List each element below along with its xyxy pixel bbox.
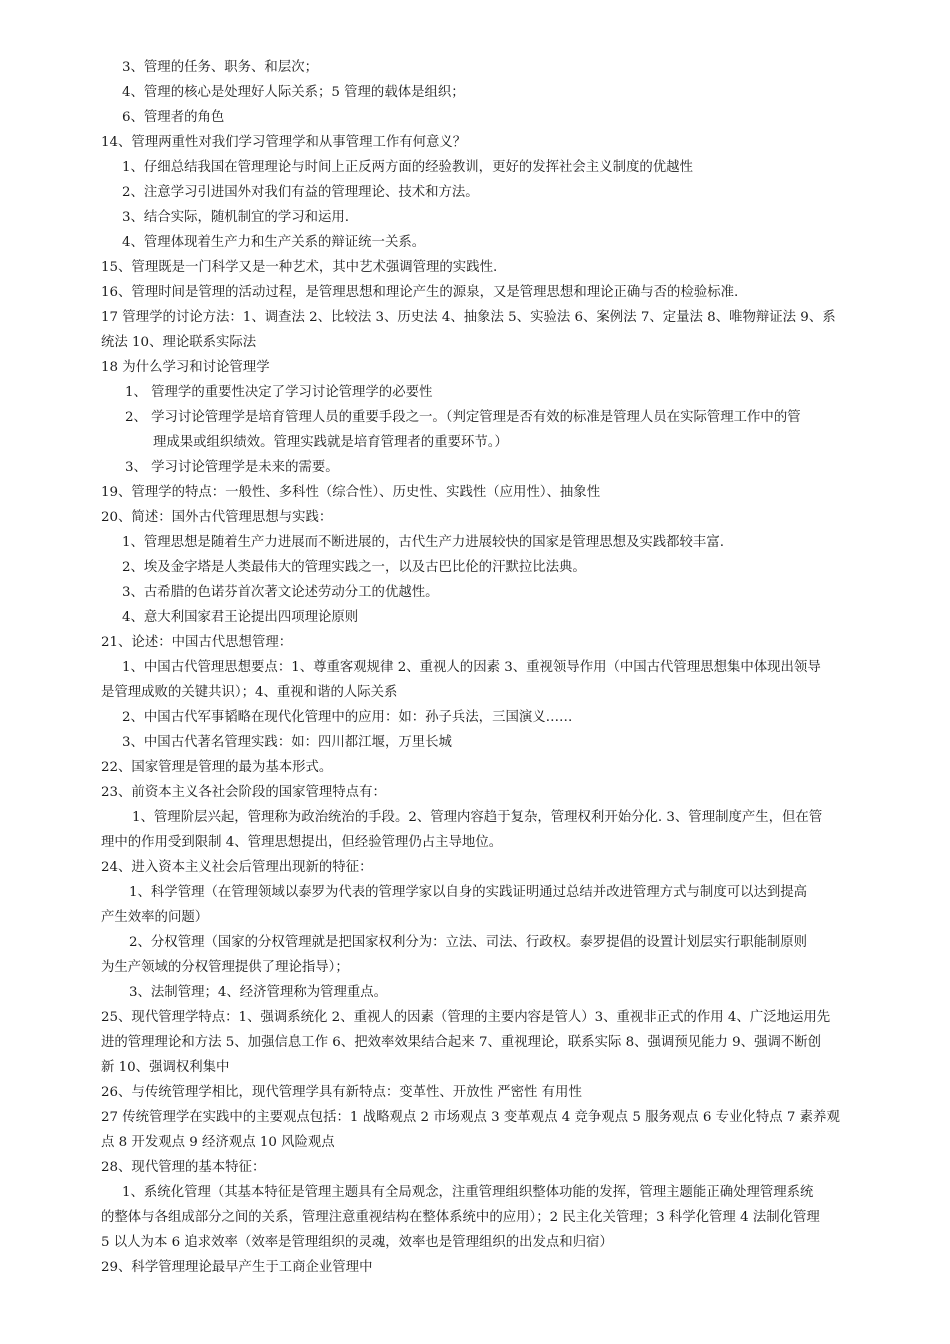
text-line: 4、意大利国家君王论提出四项理论原则 [122, 610, 359, 625]
text-line: 2、注意学习引进国外对我们有益的管理理论、技术和方法。 [122, 185, 479, 200]
text-line: 为生产领域的分权管理提供了理论指导）； [101, 960, 349, 975]
text-line: 1、系统化管理（其基本特征是管理主题具有全局观念，注重管理组织整体功能的发挥，管理主题能正确处理管理系统 [122, 1185, 814, 1200]
text-line: 29、科学管理理论最早产生于工商企业管理中 [101, 1260, 373, 1275]
text-line: 5 以人为本 6 追求效率（效率是管理组织的灵魂，效率也是管理组织的出发点和归宿） [101, 1235, 613, 1250]
text-line: 点 8 开发观点 9 经济观点 10 风险观点 [101, 1135, 335, 1150]
text-line: 1、仔细总结我国在管理理论与时间上正反两方面的经验教训，更好的发挥社会主义制度的优越性 [122, 160, 693, 175]
text-line: 理成果或组织绩效。管理实践就是培育管理者的重要环节。） [153, 435, 508, 450]
text-line: 产生效率的问题） [101, 910, 209, 925]
text-line: 新 10、强调权利集中 [101, 1060, 230, 1075]
text-line: 16、管理时间是管理的活动过程，是管理思想和理论产生的源泉，又是管理思想和理论正确与否的检验标准. [101, 285, 739, 300]
text-line: 1、 管理学的重要性决定了学习讨论管理学的必要性 [125, 385, 433, 400]
text-line: 统法 10、理论联系实际法 [101, 335, 257, 350]
text-line: 23、前资本主义各社会阶段的国家管理特点有： [101, 785, 386, 800]
text-line: 2、分权管理（国家的分权管理就是把国家权利分为：立法、司法、行政权。泰罗提倡的设置计划层实行职能制原则 [129, 935, 808, 950]
text-line: 19、管理学的特点：一般性、多科性（综合性）、历史性、实践性（应用性）、抽象性 [101, 485, 601, 500]
text-line: 25、现代管理学特点：1、强调系统化 2、重视人的因素（管理的主要内容是管人）3、重视非正式的作用 4、广泛地运用先 [101, 1010, 831, 1025]
text-line: 20、简述：国外古代管理思想与实践： [101, 510, 333, 525]
text-line: 21、论述：中国古代思想管理： [101, 635, 293, 650]
text-line: 进的管理理论和方法 5、加强信息工作 6、把效率效果结合起来 7、重视理论，联系实际 8、强调预见能力 9、强调不断创 [101, 1035, 822, 1050]
text-line: 18 为什么学习和讨论管理学 [101, 360, 270, 375]
text-line: 的整体与各组成部分之间的关系，管理注意重视结构在整体系统中的应用）；2 民主化关管理；3 科学化管理 4 法制化管理 [101, 1210, 820, 1225]
text-line: 22、国家管理是管理的最为基本形式。 [101, 760, 333, 775]
text-line: 4、管理的核心是处理好人际关系；5 管理的载体是组织； [122, 85, 465, 100]
text-line: 3、 学习讨论管理学是未来的需要。 [125, 460, 339, 475]
text-line: 24、进入资本主义社会后管理出现新的特征： [101, 860, 373, 875]
text-line: 26、与传统管理学相比，现代管理学具有新特点：变革性、开放性 严密性 有用性 [101, 1085, 582, 1100]
text-line: 27 传统管理学在实践中的主要观点包括：1 战略观点 2 市场观点 3 变革观点 4 竞争观点 5 服务观点 6 专业化特点 7 素养观 [101, 1110, 840, 1125]
text-line: 3、管理的任务、职务、和层次； [122, 60, 318, 75]
text-line: 1、中国古代管理思想要点：1、尊重客观规律 2、重视人的因素 3、重视领导作用（中国古代管理思想集中体现出领导 [122, 660, 821, 675]
text-line: 2、中国古代军事韬略在现代化管理中的应用：如：孙子兵法，三国演义…… [122, 710, 573, 725]
text-line: 2、埃及金字塔是人类最伟大的管理实践之一，以及古巴比伦的汗默拉比法典。 [122, 560, 586, 575]
text-line: 1、管理思想是随着生产力进展而不断进展的，古代生产力进展较快的国家是管理思想及实践都较丰富. [122, 535, 724, 550]
text-line: 1、科学管理（在管理领域以泰罗为代表的管理学家以自身的实践证明通过总结并改进管理方式与制度可以达到提高 [129, 885, 808, 900]
text-line: 是管理成败的关键共识）；4、重视和谐的人际关系 [101, 685, 398, 700]
text-line: 3、结合实际，随机制宜的学习和运用. [122, 210, 350, 225]
text-line: 3、法制管理；4、经济管理称为管理重点。 [129, 985, 388, 1000]
text-line: 3、中国古代著名管理实践：如：四川都江堰，万里长城 [122, 735, 452, 750]
text-line: 14、管理两重性对我们学习管理学和从事管理工作有何意义？ [101, 135, 467, 150]
text-line: 2、 学习讨论管理学是培育管理人员的重要手段之一。（判定管理是否有效的标准是管理人员在实际管理工作中的管 [125, 410, 801, 425]
text-line: 理中的作用受到限制 4、管理思想提出，但经验管理仍占主导地位。 [101, 835, 503, 850]
text-line: 17 管理学的讨论方法：1、调查法 2、比较法 3、历史法 4、抽象法 5、实验法 6、案例法 7、定量法 8、唯物辩证法 9、系 [101, 310, 836, 325]
text-line: 4、管理体现着生产力和生产关系的辩证统一关系。 [122, 235, 426, 250]
text-line: 1、管理阶层兴起，管理称为政治统治的手段。2、管理内容趋于复杂，管理权利开始分化. 3、管理制度产生，但在管 [132, 810, 823, 825]
text-line: 15、管理既是一门科学又是一种艺术，其中艺术强调管理的实践性. [101, 260, 498, 275]
text-line: 6、管理者的角色 [122, 110, 225, 125]
text-line: 28、现代管理的基本特征： [101, 1160, 266, 1175]
text-line: 3、古希腊的色诺芬首次著文论述劳动分工的优越性。 [122, 585, 439, 600]
